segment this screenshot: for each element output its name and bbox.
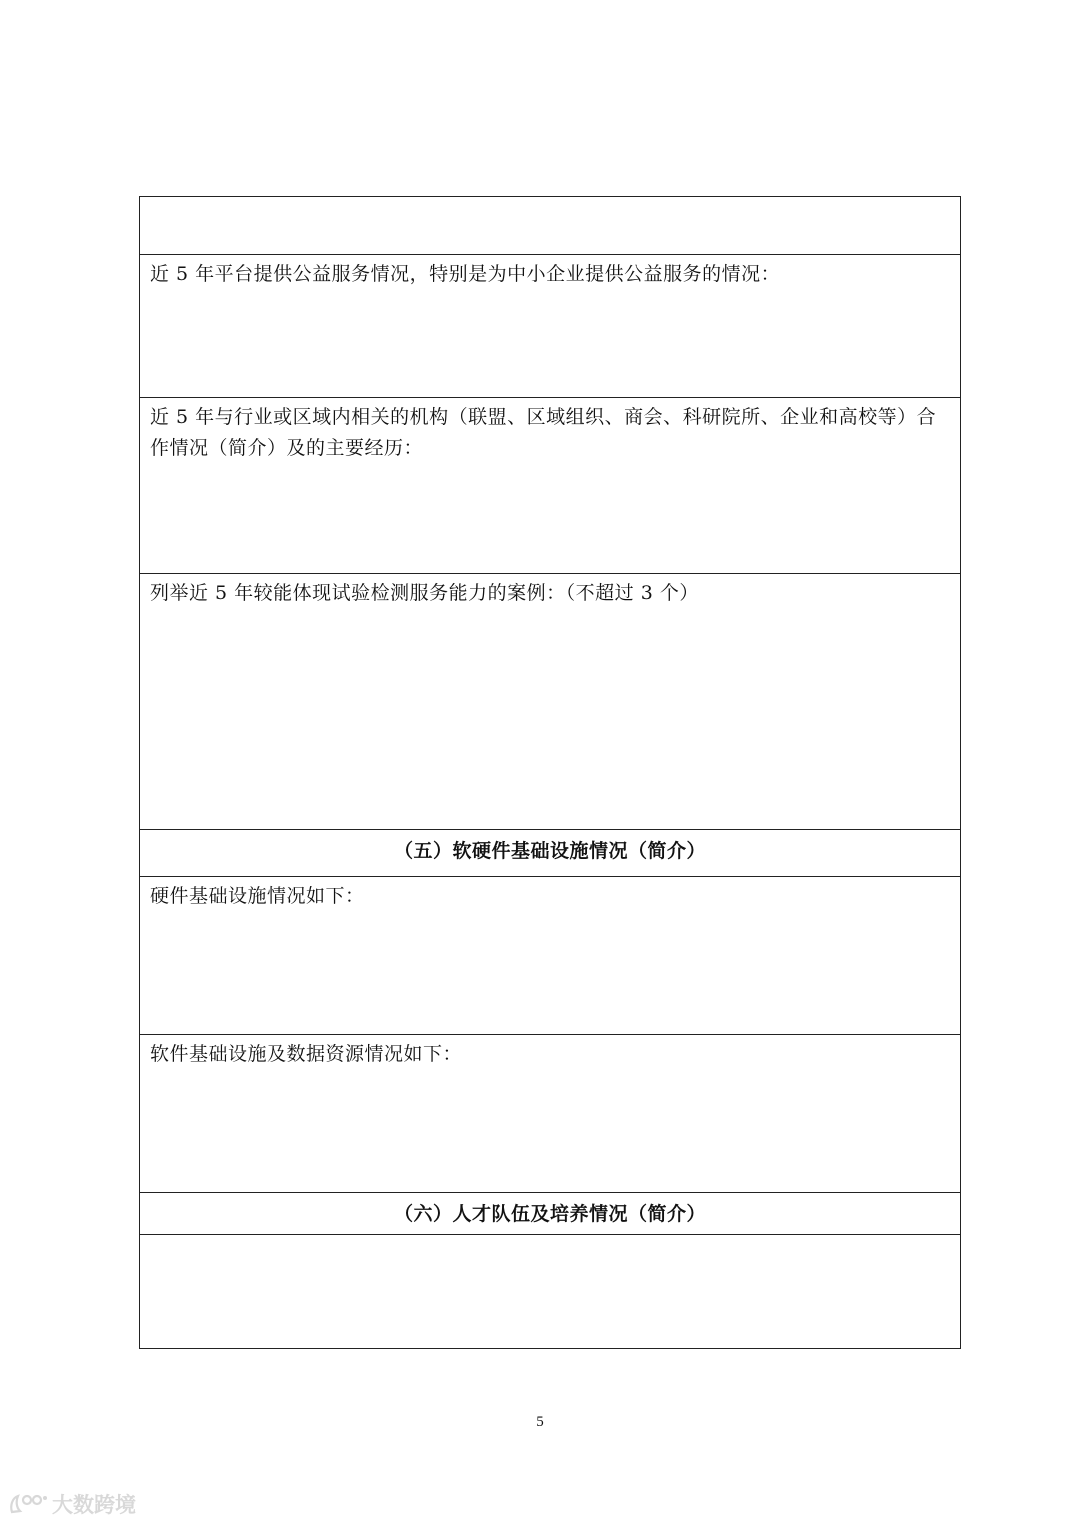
brand-logo-icon <box>8 1492 48 1516</box>
section-heading-talent: （六）人才队伍及培养情况（简介） <box>140 1192 960 1234</box>
watermark-text: 大数跨境 <box>52 1493 136 1517</box>
section-heading-infrastructure: （五）软硬件基础设施情况（简介） <box>140 829 960 876</box>
table-row-blank-bottom <box>140 1234 960 1348</box>
table-row-software: 软件基础设施及数据资源情况如下： <box>140 1034 960 1192</box>
watermark <box>8 1489 136 1519</box>
table-row-public-service: 近 5 年平台提供公益服务情况，特别是为中小企业提供公益服务的情况： <box>140 254 960 397</box>
table-row-cooperation: 近 5 年与行业或区域内相关的机构（联盟、区域组织、商会、科研院所、企业和高校等）合作情况（简介）及的主要经历： <box>140 397 960 573</box>
form-table <box>139 196 961 1349</box>
page-number: 5 <box>536 1414 544 1430</box>
table-row-cases: 列举近 5 年较能体现试验检测服务能力的案例：（不超过 3 个） <box>140 573 960 829</box>
table-row-blank-top <box>140 197 960 254</box>
table-row-hardware: 硬件基础设施情况如下： <box>140 876 960 1034</box>
